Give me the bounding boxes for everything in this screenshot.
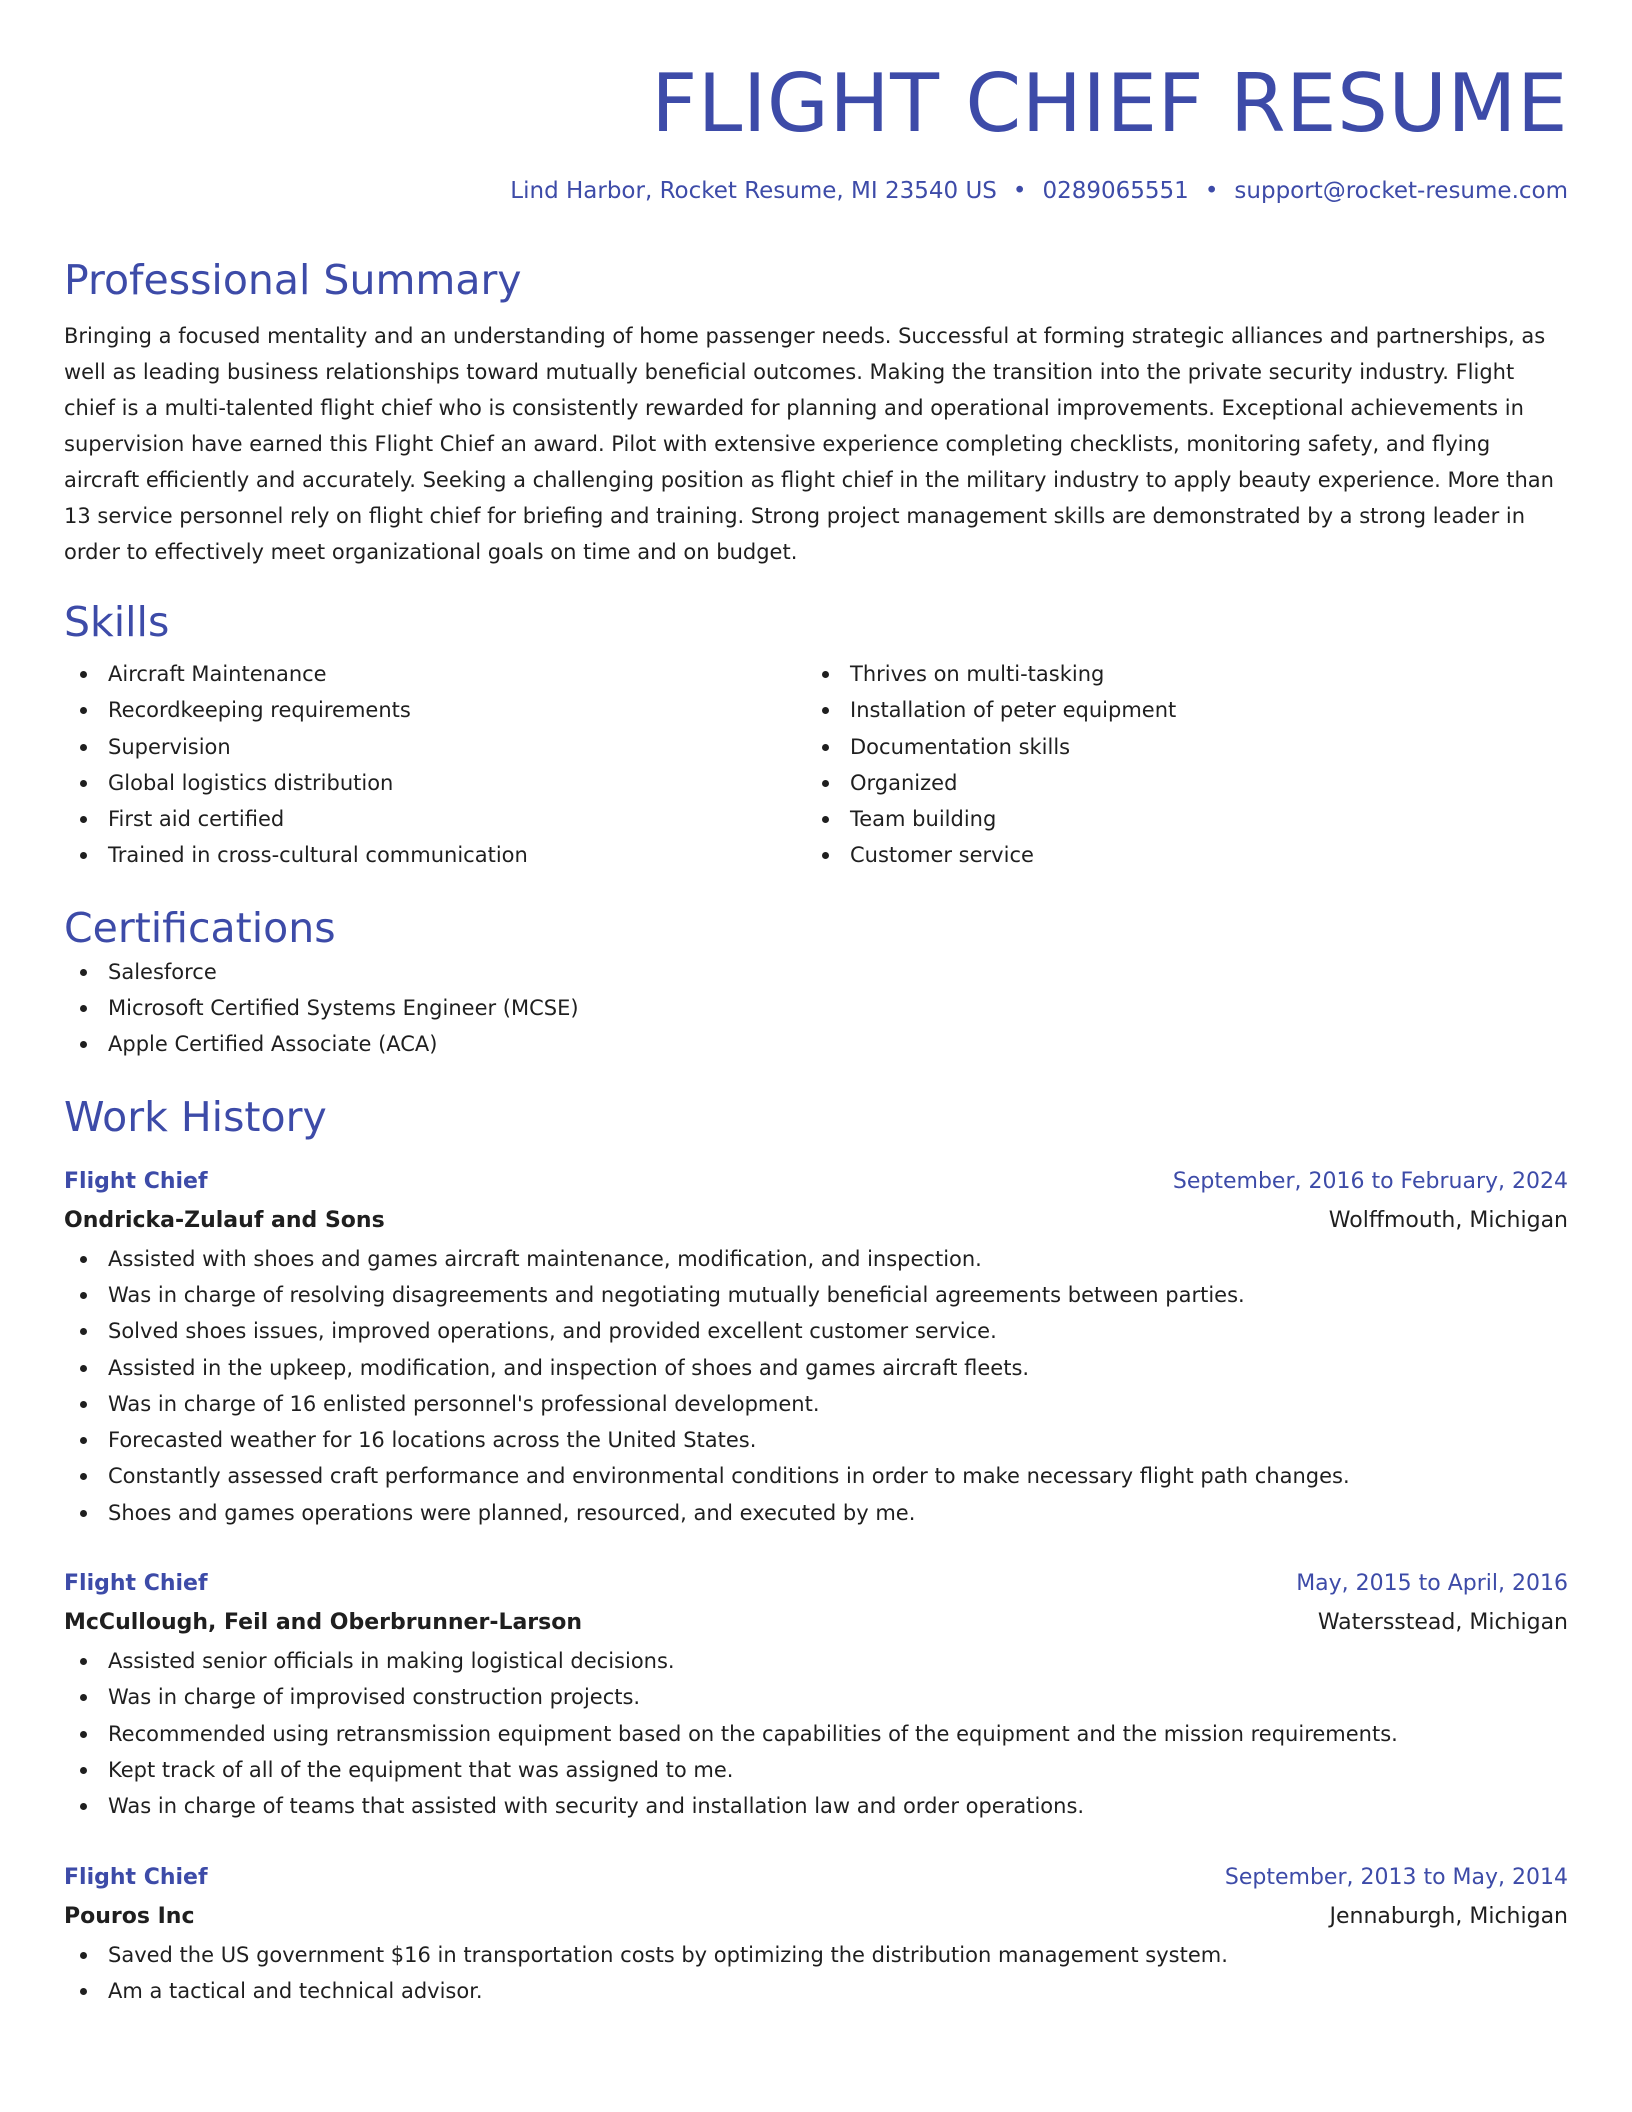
- certification-item: Microsoft Certified Systems Engineer (MCSE): [64, 990, 1568, 1026]
- contact-separator: •: [1012, 178, 1027, 204]
- skill-item: Organized: [806, 765, 1548, 801]
- skill-item: Customer service: [806, 837, 1548, 873]
- skill-item: Installation of peter equipment: [806, 692, 1548, 728]
- certification-item: Apple Certified Associate (ACA): [64, 1026, 1568, 1062]
- contact-email[interactable]: support@rocket-resume.com: [1234, 178, 1568, 204]
- resume-title: FLIGHT CHIEF RESUME: [651, 57, 1568, 150]
- job-header-row: [64, 1859, 1568, 1897]
- skill-item: Global logistics distribution: [64, 765, 806, 801]
- job-duties-list: [64, 1241, 1568, 1531]
- skills-heading: Skills: [64, 598, 170, 646]
- skill-item: Supervision: [64, 729, 806, 765]
- certifications-heading: Certifications: [64, 903, 336, 952]
- job-entry: [64, 1163, 1568, 1531]
- job-company: McCullough, Feil and Oberbrunner-Larson: [64, 1610, 583, 1636]
- skill-item: Recordkeeping requirements: [64, 692, 806, 728]
- job-duty: Was in charge of teams that assisted with security and installation law and order operations.: [64, 1788, 1568, 1824]
- skills-column-left: [64, 656, 806, 874]
- job-duty: Assisted in the upkeep, modification, and inspection of shoes and games aircraft fleets.: [64, 1350, 1568, 1386]
- summary-text: Bringing a focused mentality and an understanding of home passenger needs. Successful at forming strategic alliances and partnerships, as well as leading business relationships toward mutually beneficial outcomes. Making the transition into the private security industry. Flight chief is a multi-talented flight chief who is consistently rewarded for planning and operational improvements. Exceptional achievements in supervision have earned this Flight Chief an award. Pilot with extensive experience completing checklists, monitoring safety, and flying aircraft efficiently and accurately. Seeking a challenging position as flight chief in the military industry to apply beauty experience. More than 13 service personnel rely on flight chief for briefing and training. Strong project management skills are demonstrated by a strong leader in order to effectively meet organizational goals on time and on budget.: [64, 324, 1554, 564]
- summary-heading: Professional Summary: [64, 256, 522, 304]
- job-company-row: [64, 1897, 1568, 1937]
- contact-line: [64, 176, 1568, 206]
- job-duty: Assisted senior officials in making logistical decisions.: [64, 1643, 1568, 1679]
- skills-column-right: [806, 656, 1548, 874]
- job-dates: September, 2013 to May, 2014: [1224, 1864, 1568, 1890]
- job-duty: Constantly assessed craft performance and environmental conditions in order to make necessary flight path changes.: [64, 1458, 1568, 1494]
- job-duty: Was in charge of 16 enlisted personnel's professional development.: [64, 1386, 1568, 1422]
- skill-item: Aircraft Maintenance: [64, 656, 806, 692]
- contact-separator: •: [1204, 178, 1219, 204]
- job-company-row: [64, 1201, 1568, 1241]
- job-duty: Forecasted weather for 16 locations across the United States.: [64, 1422, 1568, 1458]
- job-location: Jennaburgh, Michigan: [1329, 1903, 1568, 1929]
- job-duties-list: [64, 1937, 1568, 2010]
- contact-address: Lind Harbor, Rocket Resume, MI 23540 US: [510, 178, 997, 204]
- skill-item: Team building: [806, 801, 1548, 837]
- job-duty: Was in charge of improvised construction projects.: [64, 1679, 1568, 1715]
- job-location: Watersstead, Michigan: [1317, 1610, 1568, 1636]
- job-position: Flight Chief: [64, 1864, 208, 1890]
- job-entry: [64, 1859, 1568, 2010]
- job-entry: [64, 1565, 1568, 1824]
- work-history-heading: Work History: [64, 1092, 327, 1141]
- job-dates: May, 2015 to April, 2016: [1296, 1571, 1568, 1597]
- job-company: Pouros Inc: [64, 1903, 195, 1929]
- job-position: Flight Chief: [64, 1571, 208, 1597]
- job-dates: September, 2016 to February, 2024: [1172, 1168, 1568, 1194]
- job-duties-list: [64, 1643, 1568, 1824]
- skills-grid: [64, 656, 1568, 874]
- job-duty: Solved shoes issues, improved operations, and provided excellent customer service.: [64, 1313, 1568, 1349]
- contact-phone: 0289065551: [1042, 178, 1189, 204]
- job-duty: Kept track of all of the equipment that was assigned to me.: [64, 1752, 1568, 1788]
- job-duty: Shoes and games operations were planned, resourced, and executed by me.: [64, 1495, 1568, 1531]
- certifications-list: [64, 954, 1568, 1063]
- job-header-row: [64, 1565, 1568, 1603]
- job-duty: Saved the US government $16 in transportation costs by optimizing the distribution management system.: [64, 1937, 1568, 1973]
- job-company-row: [64, 1603, 1568, 1643]
- skill-item: Documentation skills: [806, 729, 1548, 765]
- skills-list-left: [64, 656, 806, 874]
- job-duty: Am a tactical and technical advisor.: [64, 1973, 1568, 2009]
- job-header-row: [64, 1163, 1568, 1201]
- skills-list-right: [806, 656, 1548, 874]
- certification-item: Salesforce: [64, 954, 1568, 990]
- skill-item: Thrives on multi-tasking: [806, 656, 1548, 692]
- resume-page: [64, 0, 1568, 2009]
- job-position: Flight Chief: [64, 1168, 208, 1194]
- job-location: Wolffmouth, Michigan: [1328, 1207, 1568, 1233]
- skill-item: Trained in cross-cultural communication: [64, 837, 806, 873]
- job-duty: Recommended using retransmission equipment based on the capabilities of the equipment and the mission requirements.: [64, 1716, 1568, 1752]
- job-duty: Assisted with shoes and games aircraft maintenance, modification, and inspection.: [64, 1241, 1568, 1277]
- job-company: Ondricka-Zulauf and Sons: [64, 1207, 385, 1233]
- job-duty: Was in charge of resolving disagreements and negotiating mutually beneficial agreements between parties.: [64, 1277, 1568, 1313]
- skill-item: First aid certified: [64, 801, 806, 837]
